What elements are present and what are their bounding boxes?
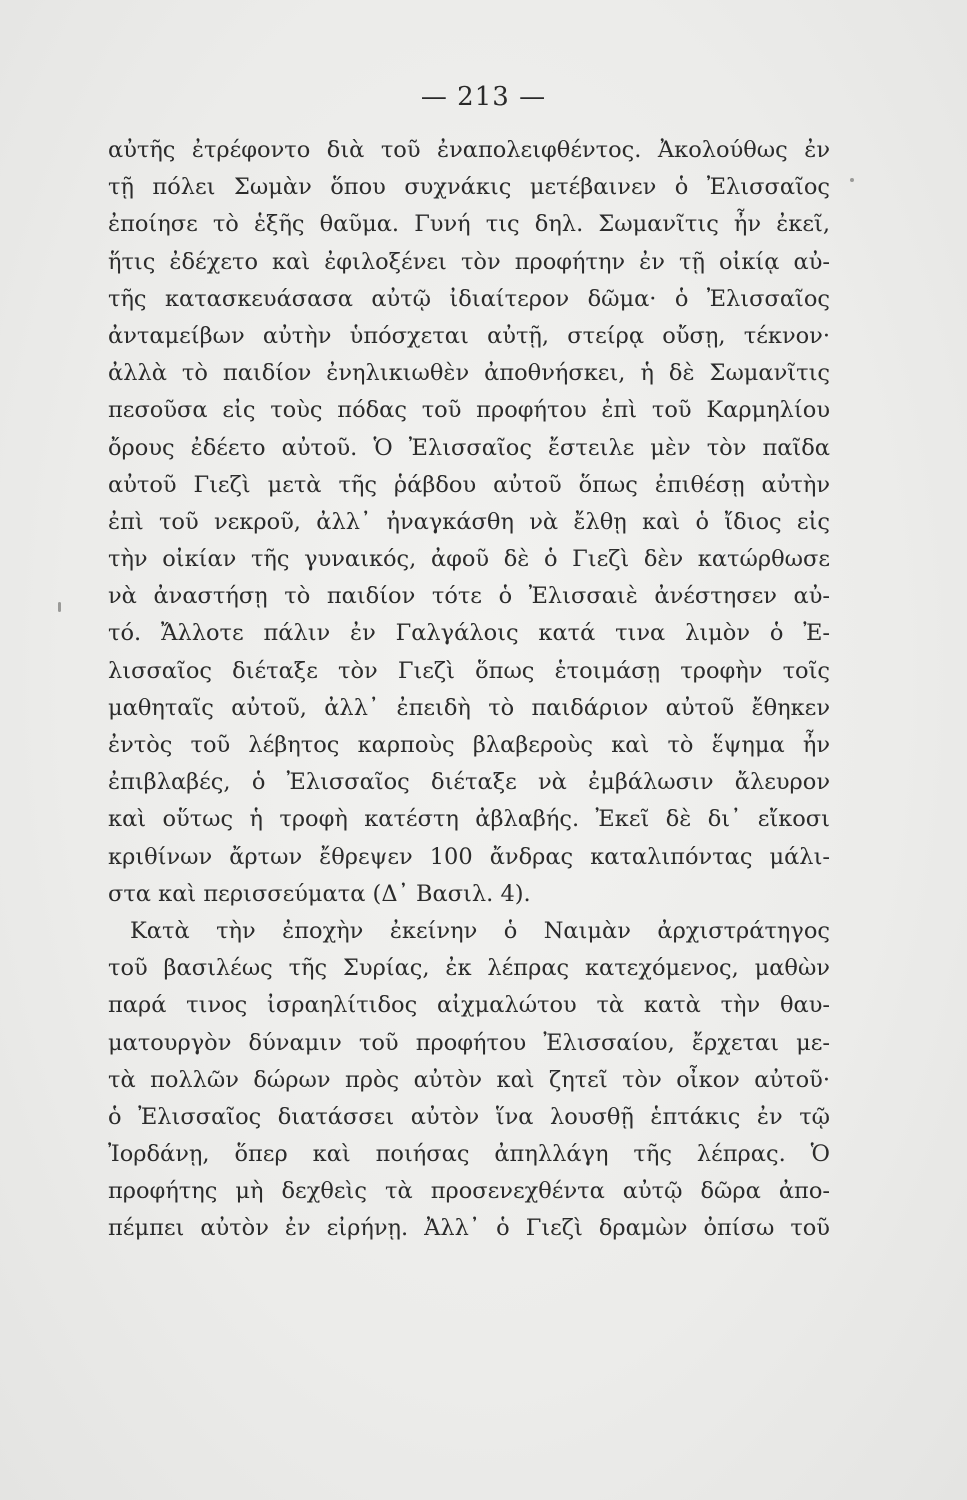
text-line: τό. Ἄλλοτε πάλιν ἐν Γαλγάλοις κατά τινα λιμὸν ὁ Ἐ- bbox=[108, 620, 830, 647]
text-line: νὰ ἀναστήσῃ τὸ παιδίον τότε ὁ Ἐλισσαιὲ ἀνέστησεν αὐ- bbox=[108, 583, 830, 610]
paper-speck bbox=[850, 178, 854, 182]
text-line-paragraph-start: Κατὰ τὴν ἐποχὴν ἐκείνην ὁ Ναιμὰν ἀρχιστράτηγος bbox=[130, 917, 830, 944]
text-line: τὰ πολλῶν δώρων πρὸς αὐτὸν καὶ ζητεῖ τὸν οἶκον αὐτοῦ· bbox=[108, 1066, 830, 1093]
text-line: προφήτης μὴ δεχθεὶς τὰ προσενεχθέντα αὐτῷ δῶρα ἀπο- bbox=[108, 1178, 830, 1205]
text-line: πέμπει αὐτὸν ἐν εἰρήνῃ. Ἀλλ᾽ ὁ Γιεζὶ δραμὼν ὀπίσω τοῦ bbox=[108, 1215, 830, 1242]
page-body-text bbox=[108, 132, 830, 1248]
text-line: ματουργὸν δύναμιν τοῦ προφήτου Ἐλισσαίου, ἔρχεται με- bbox=[108, 1029, 830, 1056]
text-line: αὐτῆς ἐτρέφοντο διὰ τοῦ ἐναπολειφθέντος. Ἀκολούθως ἐν bbox=[108, 137, 830, 163]
text-line: ἐντὸς τοῦ λέβητος καρποὺς βλαβεροὺς καὶ τὸ ἕψημα ἦν bbox=[108, 732, 830, 758]
text-line: ὁ Ἐλισσαῖος διατάσσει αὐτὸν ἵνα λουσθῇ ἑπτάκις ἐν τῷ bbox=[108, 1103, 830, 1130]
text-line: τὴν οἰκίαν τῆς γυναικός, ἀφοῦ δὲ ὁ Γιεζὶ δὲν κατώρθωσε bbox=[108, 546, 830, 573]
text-line: κριθίνων ἄρτων ἔθρεψεν 100 ἄνδρας καταλιπόντας μάλι- bbox=[108, 843, 830, 870]
text-line-paragraph-end: στα καὶ περισσεύματα (Δ᾽ Βασιλ. 4). bbox=[108, 880, 531, 907]
text-line: ὄρους ἐδέετο αὐτοῦ. Ὁ Ἐλισσαῖος ἔστειλε μὲν τὸν παῖδα bbox=[108, 434, 830, 461]
text-line: Ἰορδάνῃ, ὅπερ καὶ ποιήσας ἀπηλλάγη τῆς λέπρας. Ὁ bbox=[108, 1141, 830, 1168]
text-line: ἀλλὰ τὸ παιδίον ἐνηλικιωθὲν ἀποθνήσκει, ἡ δὲ Σωμανῖτις bbox=[108, 360, 830, 387]
text-line: καὶ οὕτως ἡ τροφὴ κατέστη ἀβλαβής. Ἐκεῖ δὲ δι᾽ εἴκοσι bbox=[108, 806, 830, 833]
text-line: τῆς κατασκευάσασα αὐτῷ ἰδιαίτερον δῶμα· ὁ Ἐλισσαῖος bbox=[108, 285, 830, 312]
text-line: πεσοῦσα εἰς τοὺς πόδας τοῦ προφήτου ἐπὶ τοῦ Καρμηλίου bbox=[108, 397, 830, 424]
text-line: ἐποίησε τὸ ἑξῆς θαῦμα. Γυνή τις δηλ. Σωμανῖτις ἦν ἐκεῖ, bbox=[108, 211, 830, 238]
page-number: — 213 — bbox=[420, 82, 547, 112]
text-line: λισσαῖος διέταξε τὸν Γιεζὶ ὅπως ἑτοιμάσῃ τροφὴν τοῖς bbox=[108, 657, 830, 684]
text-line: ἀνταμείβων αὐτὴν ὑπόσχεται αὐτῇ, στείρᾳ οὔσῃ, τέκνον· bbox=[108, 322, 830, 349]
paper-speck bbox=[58, 602, 61, 612]
text-line: ἐπὶ τοῦ νεκροῦ, ἀλλ᾽ ἠναγκάσθη νὰ ἔλθῃ καὶ ὁ ἴδιος εἰς bbox=[108, 508, 830, 535]
text-line: τοῦ βασιλέως τῆς Συρίας, ἐκ λέπρας κατεχόμενος, μαθὼν bbox=[108, 955, 830, 982]
text-line: ἐπιβλαβές, ὁ Ἐλισσαῖος διέταξε νὰ ἐμβάλωσιν ἄλευρον bbox=[108, 769, 830, 796]
text-line: αὐτοῦ Γιεζὶ μετὰ τῆς ῥάβδου αὐτοῦ ὅπως ἐπιθέσῃ αὐτὴν bbox=[108, 471, 830, 498]
text-line: παρά τινος ἰσραηλίτιδος αἰχμαλώτου τὰ κατὰ τὴν θαυ- bbox=[108, 992, 830, 1019]
text-line: ἥτις ἐδέχετο καὶ ἐφιλοξένει τὸν προφήτην ἐν τῇ οἰκίᾳ αὐ- bbox=[108, 248, 830, 275]
text-line: τῇ πόλει Σωμὰν ὅπου συχνάκις μετέβαινεν ὁ Ἐλισσαῖος bbox=[108, 174, 830, 201]
text-line: μαθηταῖς αὐτοῦ, ἀλλ᾽ ἐπειδὴ τὸ παιδάριον αὐτοῦ ἔθηκεν bbox=[108, 694, 830, 721]
